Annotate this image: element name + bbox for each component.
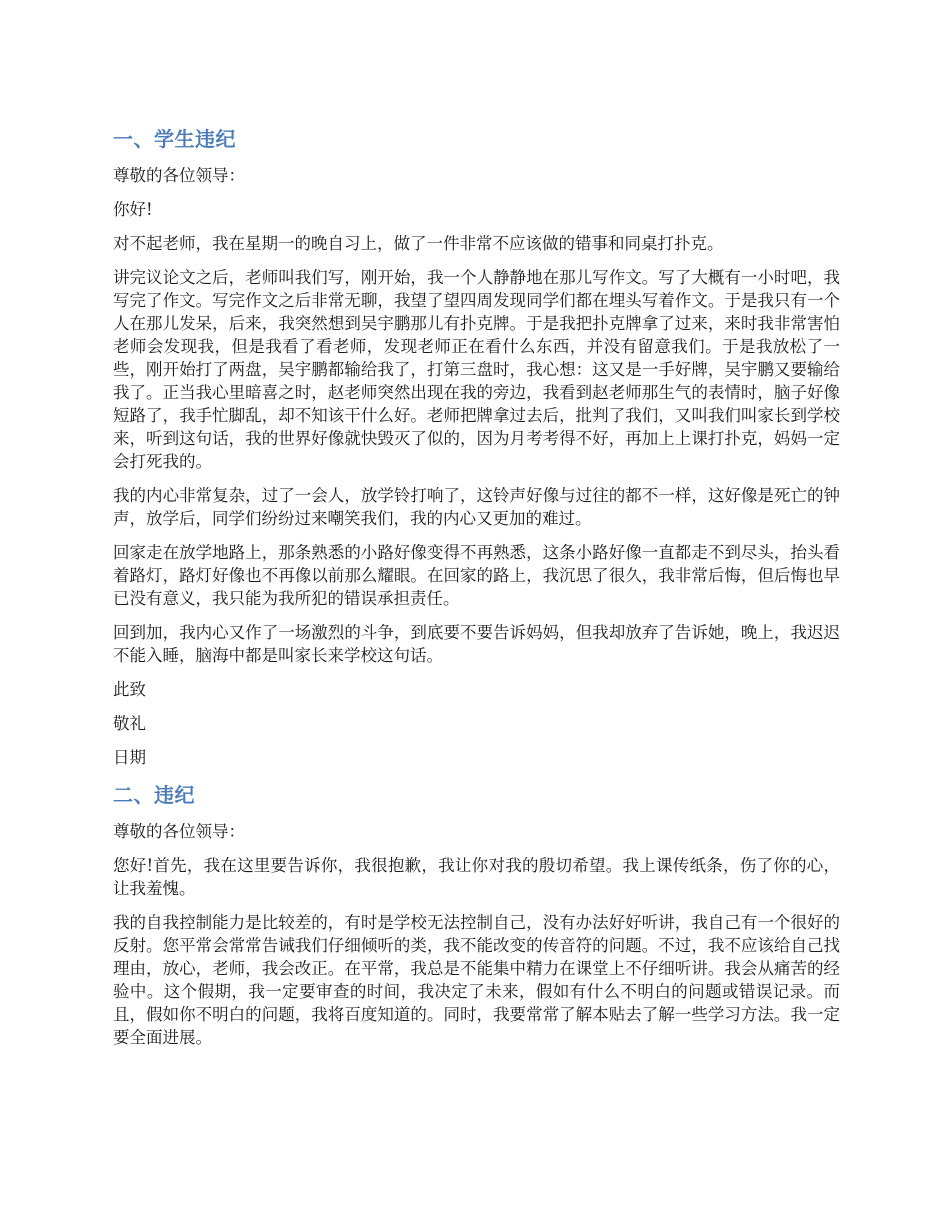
closing-line: 敬礼 [113, 714, 146, 733]
salutation: 尊敬的各位领导： [113, 822, 245, 841]
greeting: 你好! [113, 200, 153, 219]
document-page [113, 124, 840, 1060]
body-paragraph: 回家走在放学地路上，那条熟悉的小路好像变得不再熟悉，这条小路好像一直都走不到尽头，抬头看着路灯，路灯好像也不再像以前那么耀眼。在回家的路上，我沉思了很久，我非常后悔，但后悔也早已没有意义，我只能为我所犯的错误承担责任。 [113, 543, 840, 608]
date-line: 日期 [113, 748, 146, 767]
body-paragraph: 您好!首先，我在这里要告诉你，我很抱歉，我让你对我的殷切希望。我上课传纸条，伤了你的心，让我羞愧。 [113, 856, 840, 898]
section-2-heading: 二、违纪 [113, 783, 195, 807]
closing-line: 此致 [113, 680, 146, 699]
body-paragraph: 讲完议论文之后，老师叫我们写，刚开始，我一个人静静地在那儿写作文。写了大概有一小时吧，我写完了作文。写完作文之后非常无聊，我望了望四周发现同学们都在埋头写着作文。于是我只有一个人在那儿发呆，后来，我突然想到吴宇鹏那儿有扑克牌。于是我把扑克牌拿了过来，来时我非常害怕老师会发现我，但是我看了看老师，发现老师正在看什么东西，并没有留意我们。于是我放松了一些，刚开始打了两盘，吴宇鹏都输给我了，打第三盘时，我心想：这又是一手好牌，吴宇鹏又要输给我了。正当我心里暗喜之时，赵老师突然出现在我的旁边，我看到赵老师那生气的表情时，脑子好像短路了，我手忙脚乱，却不知该干什么好。老师把牌拿过去后，批判了我们，又叫我们叫家长到学校来，听到这句话，我的世界好像就快毁灭了似的，因为月考考得不好，再加上上课打扑克，妈妈一定会打死我的。 [113, 268, 840, 471]
body-paragraph: 我的内心非常复杂，过了一会人，放学铃打响了，这铃声好像与过往的都不一样，这好像是死亡的钟声，放学后，同学们纷纷过来嘲笑我们，我的内心又更加的难过。 [113, 486, 840, 528]
body-paragraph: 回到加，我内心又作了一场激烈的斗争，到底要不要告诉妈妈，但我却放弃了告诉她，晚上，我迟迟不能入睡，脑海中都是叫家长来学校这句话。 [113, 623, 840, 665]
salutation: 尊敬的各位领导： [113, 166, 245, 185]
body-paragraph: 我的自我控制能力是比较差的，有时是学校无法控制自己，没有办法好好听讲，我自己有一个很好的反射。您平常会常常告诫我们仔细倾听的类，我不能改变的传音符的问题。不过，我不应该给自己找理由，放心，老师，我会改正。在平常，我总是不能集中精力在课堂上不仔细听讲。我会从痛苦的经验中。这个假期，我一定要审查的时间，我决定了未来，假如有什么不明白的问题或错误记录。而且，假如你不明白的问题，我将百度知道的。同时，我要常常了解本贴去了解一些学习方法。我一定要全面进展。 [113, 913, 840, 1047]
body-paragraph: 对不起老师，我在星期一的晚自习上，做了一件非常不应该做的错事和同桌打扑克。 [113, 234, 724, 253]
section-1-heading: 一、学生违纪 [113, 127, 236, 151]
